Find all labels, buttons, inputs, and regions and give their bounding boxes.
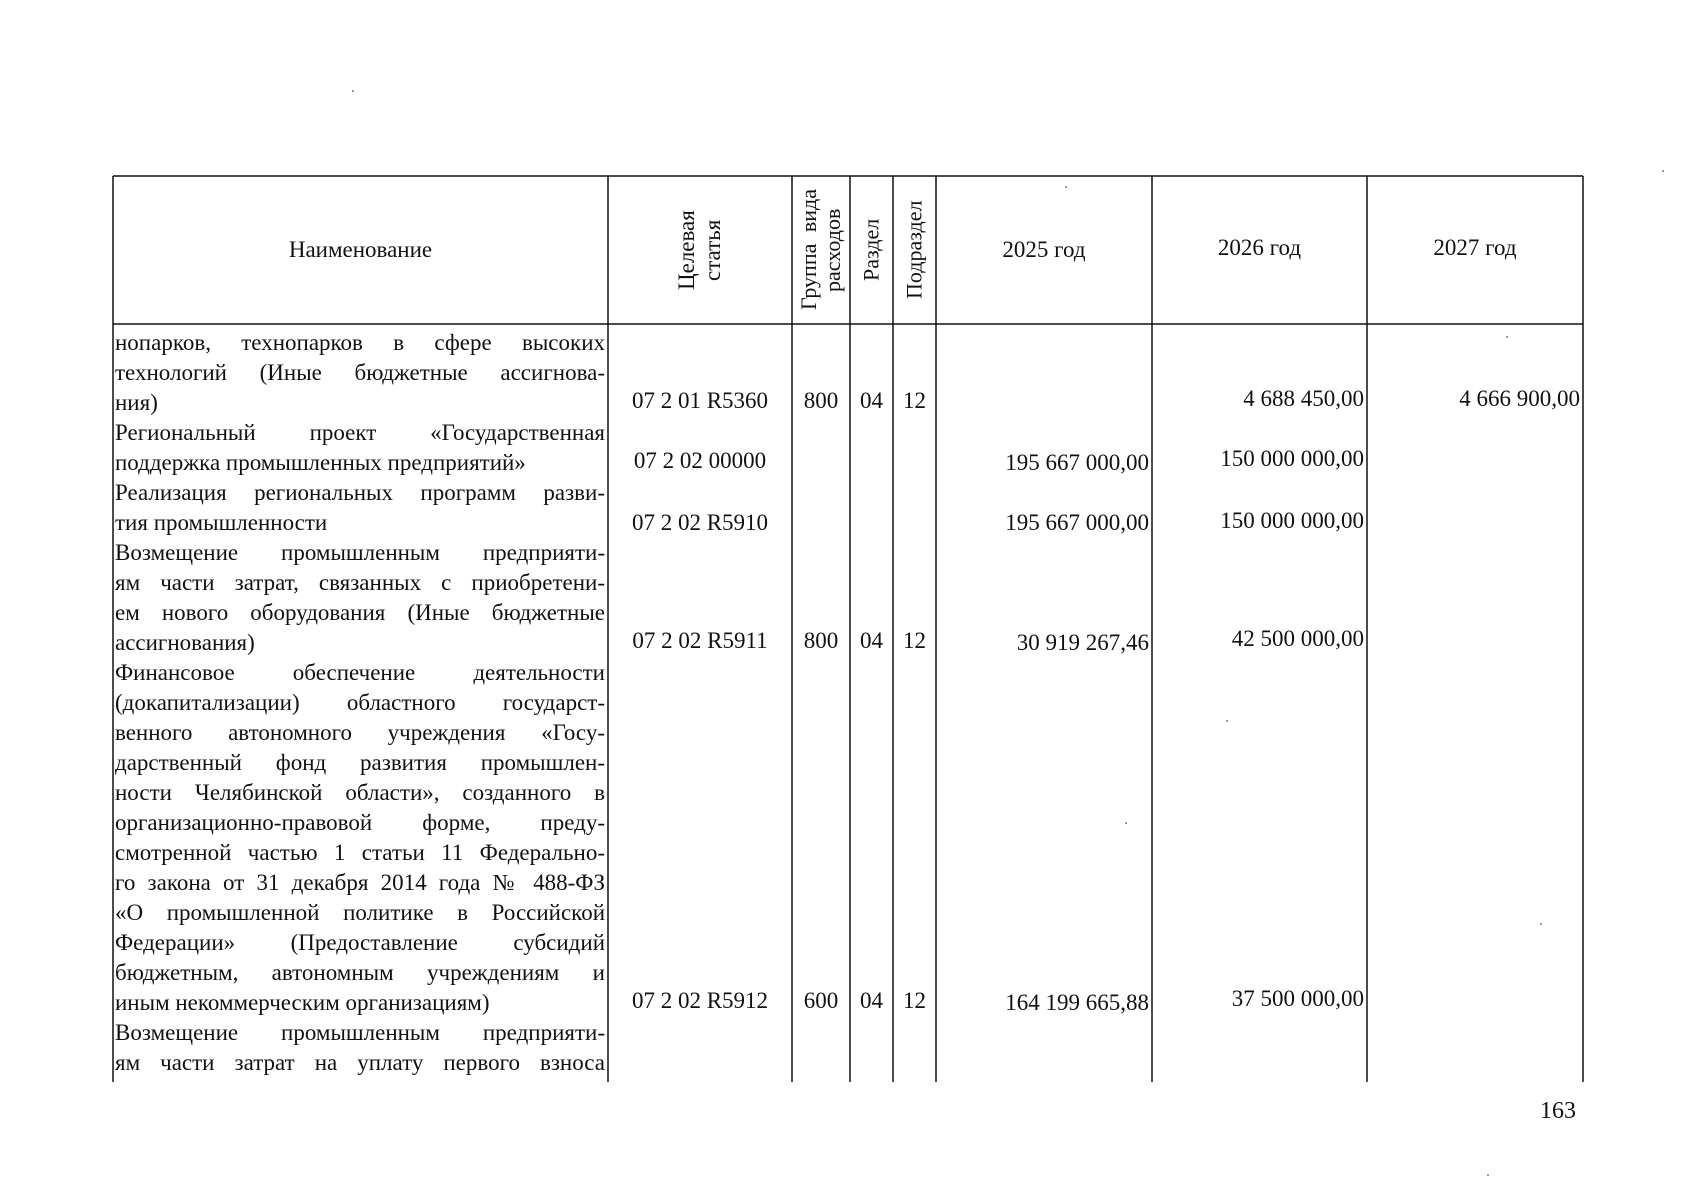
row-name-line: поддержка промышленных предприятий»	[115, 450, 526, 475]
scan-speck	[352, 90, 354, 92]
row-name-line: ям части затрат на уплату первого взноса	[115, 1050, 605, 1075]
row-name-line: нопарков, технопарков в сфере высоких	[115, 330, 605, 355]
row-2025: 164 199 665,88	[1005, 990, 1149, 1015]
scan-speck	[1125, 822, 1127, 824]
row-2025: 195 667 000,00	[1005, 450, 1149, 475]
row-2026: 42 500 000,00	[1231, 626, 1364, 651]
scan-speck	[1540, 923, 1542, 925]
row-name-line: го закона от 31 декабря 2014 года № 488-ФЗ	[115, 870, 605, 895]
row-name-line: венного автономного учреждения «Госу-	[115, 720, 605, 745]
page-number: 163	[1540, 1098, 1576, 1124]
row-section: 04	[860, 628, 883, 653]
row-2025: 195 667 000,00	[1005, 510, 1149, 535]
row-2026: 150 000 000,00	[1220, 508, 1364, 533]
row-name-line: смотренной частью 1 статьи 11 Федерально-	[115, 840, 605, 865]
row-name-line: Региональный проект «Государственная	[115, 420, 605, 445]
header-subsection: Подраздел	[901, 200, 927, 300]
row-2025: 30 919 267,46	[1016, 630, 1149, 655]
header-expense-group: Группа вида расходов	[796, 189, 845, 311]
row-name-line: дарственный фонд развития промышлен-	[115, 750, 605, 775]
row-subsection: 12	[903, 388, 926, 413]
row-code: 07 2 02 R5910	[631, 510, 769, 535]
header-2026: 2026 год	[1217, 235, 1302, 260]
row-2027: 4 666 900,00	[1459, 386, 1580, 411]
row-name-line: Реализация региональных программ разви-	[115, 480, 605, 505]
row-name-line: ассигнования)	[115, 630, 255, 655]
row-subsection: 12	[903, 628, 926, 653]
row-name-line: Возмещение промышленным предприяти-	[115, 1020, 605, 1045]
scan-speck	[1662, 170, 1664, 172]
row-name-line: ности Челябинской области», созданного в	[115, 780, 605, 805]
header-name: Наименование	[288, 237, 433, 262]
row-name-line: «О промышленной политике в Российской	[115, 900, 605, 925]
scan-speck	[1506, 336, 1508, 338]
row-group: 800	[803, 388, 839, 413]
row-group: 600	[803, 988, 839, 1013]
row-section: 04	[860, 388, 883, 413]
row-name-line: Финансовое обеспечение деятельности	[115, 660, 605, 685]
row-name-line: ям части затрат, связанных с приобретени-	[115, 570, 605, 595]
row-subsection: 12	[903, 988, 926, 1013]
row-code: 07 2 02 R5911	[632, 628, 768, 653]
header-2025: 2025 год	[1002, 237, 1086, 262]
row-name-line: бюджетным, автономным учреждениям и	[115, 960, 605, 985]
scan-speck	[1487, 1174, 1489, 1176]
row-code: 07 2 02 00000	[633, 448, 767, 473]
row-2026: 150 000 000,00	[1220, 446, 1364, 471]
row-name-line: Возмещение промышленным предприяти-	[115, 540, 605, 565]
row-2026: 37 500 000,00	[1231, 986, 1364, 1011]
row-name-line: Федерации» (Предоставление субсидий	[115, 930, 605, 955]
scan-speck	[1226, 720, 1228, 722]
row-name-line: ния)	[115, 390, 158, 415]
row-name-line: (докапитализации) областного государст-	[115, 690, 605, 715]
row-section: 04	[860, 988, 883, 1013]
row-name-line: организационно-правовой форме, преду-	[115, 810, 605, 835]
row-code: 07 2 01 R5360	[631, 388, 769, 413]
row-group: 800	[803, 628, 839, 653]
row-name-line: ем нового оборудования (Иные бюджетные	[115, 600, 605, 625]
header-section: Раздел	[858, 218, 884, 282]
row-name-line: иным некоммерческим организациям)	[115, 990, 490, 1015]
row-code: 07 2 02 R5912	[631, 988, 769, 1013]
row-2026: 4 688 450,00	[1243, 386, 1364, 411]
header-2027: 2027 год	[1433, 235, 1517, 260]
scan-speck	[1065, 186, 1067, 188]
header-target-article: Целевая статья	[674, 210, 725, 290]
row-name-line: технологий (Иные бюджетные ассигнова-	[115, 360, 605, 385]
row-name-line: тия промышленности	[115, 510, 328, 535]
